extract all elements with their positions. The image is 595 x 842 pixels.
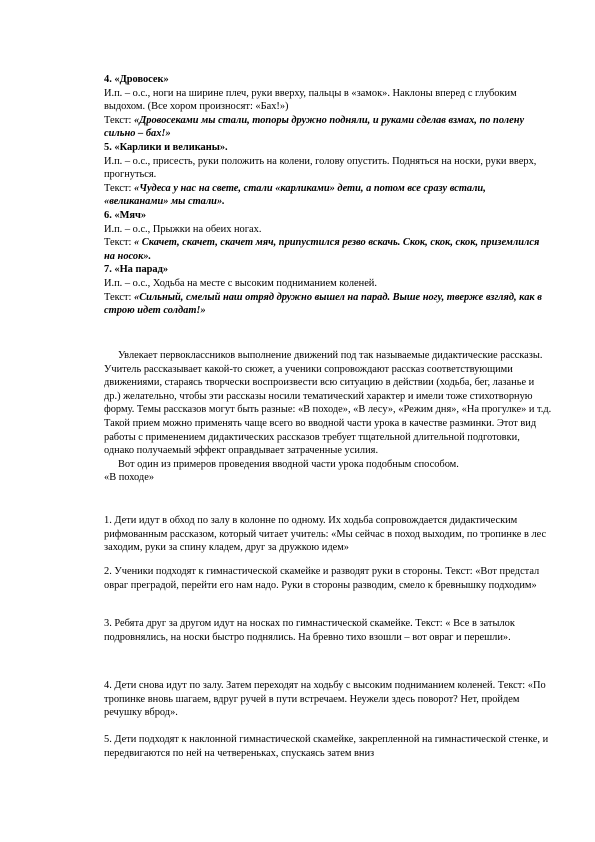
exercise-4-heading: 4. «Дровосек» bbox=[104, 74, 169, 85]
step-2 bbox=[104, 565, 552, 592]
exercise-6-instructions: И.п. – о.с., Прыжки на обеих ногах. bbox=[104, 223, 262, 235]
exercise-4-verse: «Дровосеками мы стали, топоры дружно подняли, и руками сделав взмах, по полену сильно – бах!» bbox=[104, 114, 525, 140]
step-4 bbox=[104, 679, 552, 720]
exercise-6-heading: 6. «Мяч» bbox=[104, 209, 147, 221]
example-intro: Вот один из примеров проведения вводной части урока подобным способом. bbox=[118, 458, 459, 470]
step-text: 1. Дети идут в обход по залу в колонне по одному. Их ходьба сопровождается дидактическим рифмованным рассказом, который читает учитель: «Мы сейчас в поход выходим, по тропинке в лес заходим, руки за спину кладем, друг за дружкою идем» bbox=[104, 515, 547, 554]
exercise-7-instructions: И.п. – о.с., Ходьба на месте с высоким подниманием коленей. bbox=[104, 277, 377, 289]
text-label: Текст: bbox=[104, 182, 134, 194]
step-text: 3. Ребята друг за другом идут на носках по гимнастической скамейке. Текст: « Все в затылок подровнялись, на носки быстро поднялись. На бревно тихо взошли – вот овраг и перешли». bbox=[104, 618, 515, 643]
exercise-5-verse: «Чудеса у нас на свете, стали «карликами» дети, а потом все сразу встали, «великанами» мы стали». bbox=[104, 182, 486, 208]
text-label: Текст: bbox=[104, 291, 134, 303]
exercise-6-verse-line bbox=[104, 236, 552, 263]
exercise-7-verse: «Сильный, смелый наш отряд дружно вышел на парад. Выше ногу, тверже взгляд, как в строю идет солдат!» bbox=[104, 291, 542, 317]
step-text: 2. Ученики подходят к гимнастической скамейке и разводят руки в стороны. Текст: «Вот предстал овраг преградой, перейти его нам надо. Руки в стороны разводим, смело к бревнышку подходим» bbox=[104, 566, 540, 591]
body-paragraph: Увлекает первоклассников выполнение движений под так называемые дидактические рассказы. Учитель рассказывает какой-то сюжет, а ученики сопровождают рассказ соответствующими движениями, стараясь творчески воспроизвести всю ситуацию в действии (ходьба, бег, лазанье и др.) желательно, чтобы эти рассказы носили тематический характер и имели тоже стихотворную форму. Темы рассказов могут быть разные: «В походе», «В лесу», «Режим дня», «На прогулке» и т.д. Такой прием можно применять чаще всего во вводной части урока в качестве разминки. Этот вид работы с применением дидактических рассказов требует тщательной длительной подготовки, однако получаемый эффект оправдывает затраченные усилия. bbox=[104, 350, 552, 457]
exercise-4-verse-line bbox=[104, 114, 552, 141]
exercise-7-heading: 7. «На парад» bbox=[104, 264, 169, 276]
exercise-5-verse-line bbox=[104, 182, 552, 209]
exercise-5-heading: 5. «Карлики и великаны». bbox=[104, 141, 228, 153]
step-5 bbox=[104, 733, 552, 760]
step-1 bbox=[104, 514, 552, 555]
step-text: 5. Дети подходят к наклонной гимнастической скамейке, закрепленной на гимнастической стенке, и передвигаются по ней на четвереньках, спускаясь затем вниз bbox=[104, 734, 549, 759]
step-3 bbox=[104, 617, 552, 644]
story-title: «В походе» bbox=[104, 472, 155, 484]
exercise-4-instructions: И.п. – о.с., ноги на ширине плеч, руки вверху, пальцы в «замок». Наклоны вперед с глубоким выдохом. (Все хором произносят: «Бах!») bbox=[104, 87, 517, 113]
main-text bbox=[104, 349, 552, 485]
exercise-7-verse-line bbox=[104, 291, 552, 318]
text-label: Текст: bbox=[104, 114, 134, 126]
text-label: Текст: bbox=[104, 237, 134, 249]
exercise-6-verse: « Скачет, скачет, скачет мяч, припустился резво вскачь. Скок, скок, скок, приземлился на носок». bbox=[104, 237, 540, 262]
step-text: 4. Дети снова идут по залу. Затем переходят на ходьбу с высоким подниманием коленей. Текст: «По тропинке вновь шагаем, вдруг ручей в пути встречаем. Неужели здесь поворот? Нет, пройдем речушку вброд». bbox=[104, 680, 546, 719]
exercise-list bbox=[104, 73, 552, 318]
exercise-5-instructions: И.п. – о.с., присесть, руки положить на колени, голову опустить. Подняться на носки, руки вверх, прогнуться. bbox=[104, 155, 537, 181]
